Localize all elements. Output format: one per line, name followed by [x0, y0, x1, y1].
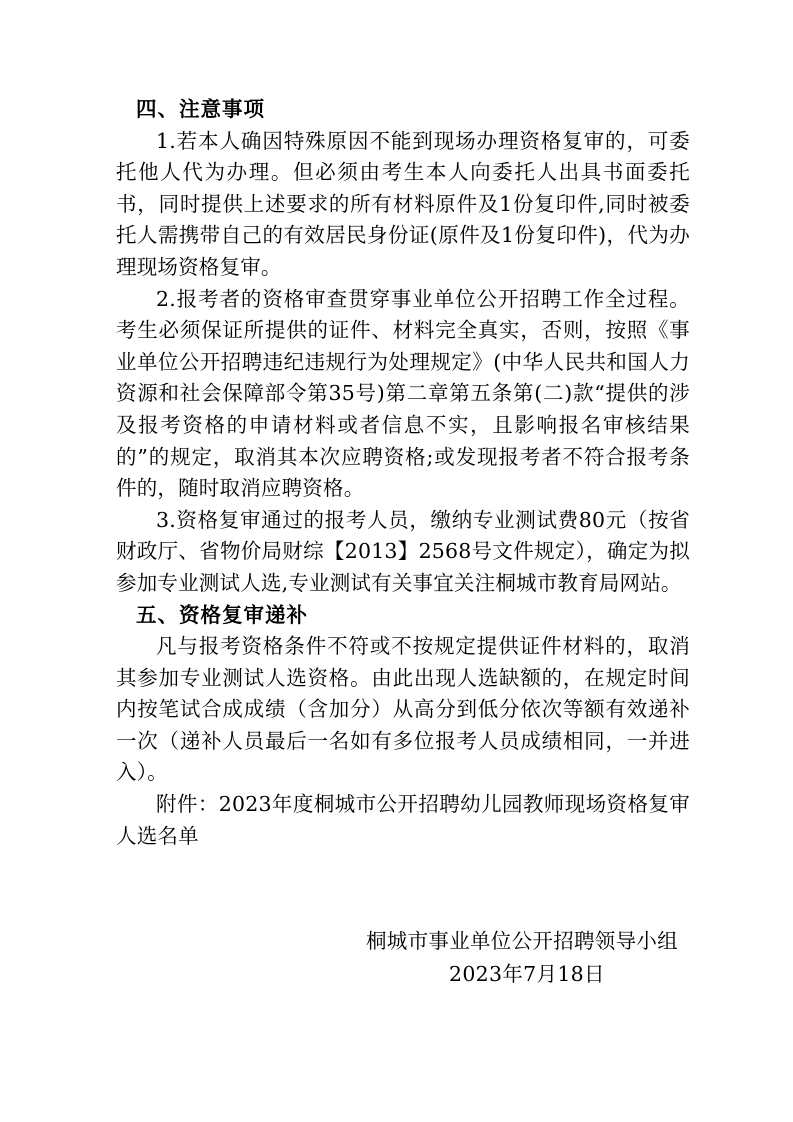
document-body [116, 94, 690, 852]
signature-organization: 桐城市事业单位公开招聘领导小组 [366, 929, 678, 953]
section-4-item-2: 2.报考者的资格审查贯穿事业单位公开招聘工作全过程。考生必须保证所提供的证件、材料完全真实，否则，按照《事业单位公开招聘违纪违规行为处理规定》(中华人民共和国人力资源和社会保障部令第35号)第二章第五条第(二)款“提供的涉及报考资格的申请材料或者信息不实，且影响报名审核结果的”的规定，取消其本次应聘资格;或发现报考者不符合报考条件的，随时取消应聘资格。 [116, 286, 690, 501]
section-4-item-3: 3.资格复审通过的报考人员，缴纳专业测试费80元（按省财政厅、省物价局财综【2013】2568号文件规定），确定为拟参加专业测试人选,专业测试有关事宜关注桐城市教育局网站。 [116, 507, 690, 595]
attachment-note: 附件：2023年度桐城市公开招聘幼儿园教师现场资格复审人选名单 [116, 792, 690, 848]
section-4-item-1: 1.若本人确因特殊原因不能到现场办理资格复审的，可委托他人代为办理。但必须由考生本人向委托人出具书面委托书，同时提供上述要求的所有材料原件及1份复印件,同时被委托人需携带自己的有效居民身份证(原件及1份复印件)，代为办理现场资格复审。 [116, 128, 690, 279]
section-4-heading: 四、注意事项 [136, 97, 265, 121]
signature-date: 2023年7月18日 [449, 962, 605, 986]
section-5-body: 凡与报考资格条件不符或不按规定提供证件材料的，取消其参加专业测试人选资格。由此出现人选缺额的，在规定时间内按笔试合成成绩（含加分）从高分到低分依次等额有效递补一次（递补人员最后一名如有多位报考人员成绩相同，一并进入）。 [116, 634, 690, 785]
section-5-heading: 五、资格复审递补 [136, 602, 308, 627]
